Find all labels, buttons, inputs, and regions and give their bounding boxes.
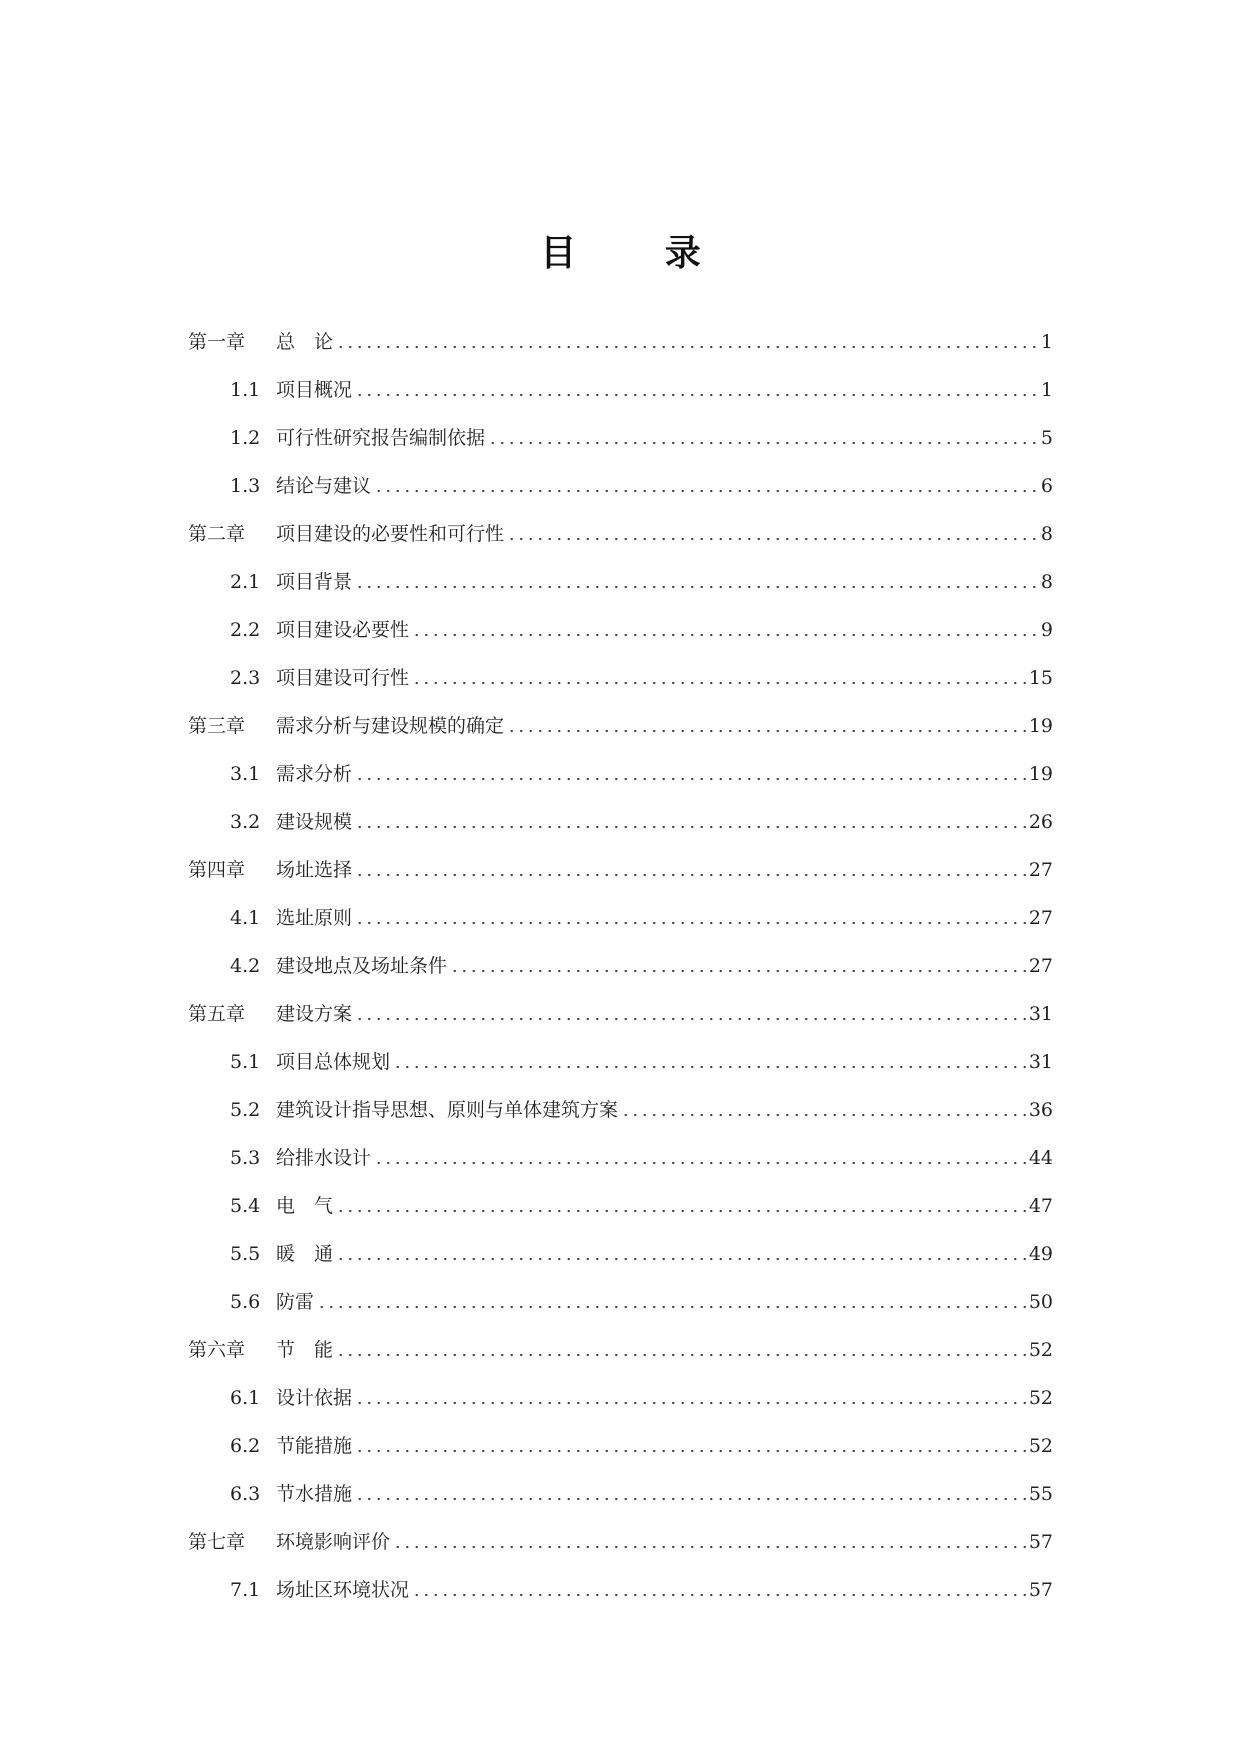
entry-page-number: 8 <box>1040 523 1053 545</box>
entry-number: 3.1 <box>230 763 261 785</box>
toc-section-entry[interactable] <box>188 1458 1053 1506</box>
dot-leader <box>355 921 1026 925</box>
entry-number: 1.3 <box>230 475 261 497</box>
entry-page-number: 31 <box>1028 1051 1053 1073</box>
entry-title: 需求分析与建设规模的确定 <box>276 715 505 737</box>
dot-leader <box>355 1017 1026 1021</box>
entry-number: 5.1 <box>230 1051 261 1073</box>
dot-leader <box>412 681 1026 685</box>
toc-section-entry[interactable] <box>188 1410 1053 1458</box>
entry-title: 环境影响评价 <box>276 1531 391 1553</box>
toc-list <box>188 306 1053 1602</box>
entry-number: 6.3 <box>230 1483 261 1505</box>
entry-number: 5.3 <box>230 1147 261 1169</box>
dot-leader <box>412 1593 1026 1597</box>
entry-page-number: 57 <box>1028 1531 1053 1553</box>
toc-title: 目 录 <box>540 233 739 274</box>
entry-number: 1.1 <box>230 379 261 401</box>
entry-title: 建设地点及场址条件 <box>276 955 448 977</box>
dot-leader <box>393 1545 1026 1549</box>
entry-number: 5.4 <box>230 1195 261 1217</box>
toc-chapter-entry[interactable] <box>188 306 1053 354</box>
entry-page-number: 52 <box>1028 1339 1053 1361</box>
toc-section-entry[interactable] <box>188 546 1053 594</box>
entry-number: 第七章 <box>188 1531 246 1553</box>
dot-leader <box>355 1497 1026 1501</box>
entry-page-number: 47 <box>1028 1195 1053 1217</box>
dot-leader <box>393 1065 1026 1069</box>
entry-title: 节 能 <box>276 1339 334 1361</box>
toc-section-entry[interactable] <box>188 1122 1053 1170</box>
toc-chapter-entry[interactable] <box>188 1314 1053 1362</box>
entry-number: 5.6 <box>230 1291 261 1313</box>
dot-leader <box>621 1113 1026 1117</box>
toc-section-entry[interactable] <box>188 450 1053 498</box>
dot-leader <box>374 1161 1026 1165</box>
toc-section-entry[interactable] <box>188 1554 1053 1602</box>
entry-page-number: 19 <box>1028 763 1053 785</box>
entry-title: 节水措施 <box>276 1483 353 1505</box>
entry-page-number: 26 <box>1028 811 1053 833</box>
toc-section-entry[interactable] <box>188 642 1053 690</box>
entry-page-number: 1 <box>1040 331 1053 353</box>
dot-leader <box>355 825 1026 829</box>
dot-leader <box>355 777 1026 781</box>
entry-number: 5.5 <box>230 1243 261 1265</box>
entry-page-number: 55 <box>1028 1483 1053 1505</box>
dot-leader <box>412 633 1036 637</box>
toc-section-entry[interactable] <box>188 402 1053 450</box>
toc-chapter-entry[interactable] <box>188 1506 1053 1554</box>
entry-number: 第二章 <box>188 523 246 545</box>
dot-leader <box>355 873 1026 877</box>
entry-page-number: 36 <box>1028 1099 1053 1121</box>
entry-number: 6.2 <box>230 1435 261 1457</box>
toc-section-entry[interactable] <box>188 882 1053 930</box>
toc-chapter-entry[interactable] <box>188 690 1053 738</box>
toc-chapter-entry[interactable] <box>188 978 1053 1026</box>
dot-leader <box>336 1209 1026 1213</box>
entry-title: 节能措施 <box>276 1435 353 1457</box>
toc-section-entry[interactable] <box>188 1074 1053 1122</box>
entry-title: 设计依据 <box>276 1387 353 1409</box>
entry-title: 项目总体规划 <box>276 1051 391 1073</box>
dot-leader <box>488 441 1036 445</box>
dot-leader <box>355 585 1036 589</box>
entry-title: 防雷 <box>276 1291 315 1313</box>
entry-title: 建筑设计指导思想、原则与单体建筑方案 <box>276 1099 619 1121</box>
dot-leader <box>336 1257 1026 1261</box>
entry-number: 第六章 <box>188 1339 246 1361</box>
dot-leader <box>355 393 1036 397</box>
entry-number: 6.1 <box>230 1387 261 1409</box>
entry-page-number: 6 <box>1040 475 1053 497</box>
entry-number: 5.2 <box>230 1099 261 1121</box>
entry-page-number: 27 <box>1028 859 1053 881</box>
entry-page-number: 5 <box>1040 427 1053 449</box>
dot-leader <box>507 729 1026 733</box>
entry-page-number: 27 <box>1028 907 1053 929</box>
entry-number: 4.2 <box>230 955 261 977</box>
entry-title: 总 论 <box>276 331 334 353</box>
entry-title: 建设方案 <box>276 1003 353 1025</box>
entry-title: 项目背景 <box>276 571 353 593</box>
entry-number: 第一章 <box>188 331 246 353</box>
toc-section-entry[interactable] <box>188 786 1053 834</box>
entry-title: 项目概况 <box>276 379 353 401</box>
entry-page-number: 50 <box>1028 1291 1053 1313</box>
entry-number: 第四章 <box>188 859 246 881</box>
entry-page-number: 52 <box>1028 1387 1053 1409</box>
entry-page-number: 44 <box>1028 1147 1053 1169</box>
dot-leader <box>374 489 1036 493</box>
entry-page-number: 1 <box>1040 379 1053 401</box>
entry-number: 2.3 <box>230 667 261 689</box>
entry-title: 建设规模 <box>276 811 353 833</box>
toc-section-entry[interactable] <box>188 1362 1053 1410</box>
toc-section-entry[interactable] <box>188 594 1053 642</box>
toc-chapter-entry[interactable] <box>188 498 1053 546</box>
toc-section-entry[interactable] <box>188 738 1053 786</box>
toc-section-entry[interactable] <box>188 1026 1053 1074</box>
entry-page-number: 8 <box>1040 571 1053 593</box>
dot-leader <box>317 1305 1026 1309</box>
toc-section-entry[interactable] <box>188 1218 1053 1266</box>
toc-section-entry[interactable] <box>188 930 1053 978</box>
entry-title: 给排水设计 <box>276 1147 372 1169</box>
entry-title: 项目建设必要性 <box>276 619 410 641</box>
entry-title: 电 气 <box>276 1195 334 1217</box>
dot-leader <box>355 1449 1026 1453</box>
toc-section-entry[interactable] <box>188 1170 1053 1218</box>
toc-section-entry[interactable] <box>188 1266 1053 1314</box>
dot-leader <box>336 345 1036 349</box>
dot-leader <box>507 537 1036 541</box>
entry-title: 需求分析 <box>276 763 353 785</box>
entry-title: 场址选择 <box>276 859 353 881</box>
entry-title: 项目建设的必要性和可行性 <box>276 523 505 545</box>
entry-number: 3.2 <box>230 811 261 833</box>
entry-title: 暖 通 <box>276 1243 334 1265</box>
entry-title: 可行性研究报告编制依据 <box>276 427 486 449</box>
entry-title: 项目建设可行性 <box>276 667 410 689</box>
entry-number: 第五章 <box>188 1003 246 1025</box>
dot-leader <box>355 1401 1026 1405</box>
entry-title: 选址原则 <box>276 907 353 929</box>
entry-page-number: 52 <box>1028 1435 1053 1457</box>
entry-page-number: 49 <box>1028 1243 1053 1265</box>
entry-page-number: 15 <box>1028 667 1053 689</box>
entry-number: 第三章 <box>188 715 246 737</box>
entry-page-number: 9 <box>1040 619 1053 641</box>
toc-section-entry[interactable] <box>188 354 1053 402</box>
entry-title: 结论与建议 <box>276 475 372 497</box>
entry-page-number: 19 <box>1028 715 1053 737</box>
entry-number: 2.2 <box>230 619 261 641</box>
toc-chapter-entry[interactable] <box>188 834 1053 882</box>
entry-number: 7.1 <box>230 1579 261 1601</box>
entry-page-number: 57 <box>1028 1579 1053 1601</box>
dot-leader <box>336 1353 1026 1357</box>
entry-page-number: 31 <box>1028 1003 1053 1025</box>
entry-page-number: 27 <box>1028 955 1053 977</box>
entry-number: 1.2 <box>230 427 261 449</box>
dot-leader <box>450 969 1026 973</box>
entry-number: 2.1 <box>230 571 261 593</box>
entry-title: 场址区环境状况 <box>276 1579 410 1601</box>
entry-number: 4.1 <box>230 907 261 929</box>
